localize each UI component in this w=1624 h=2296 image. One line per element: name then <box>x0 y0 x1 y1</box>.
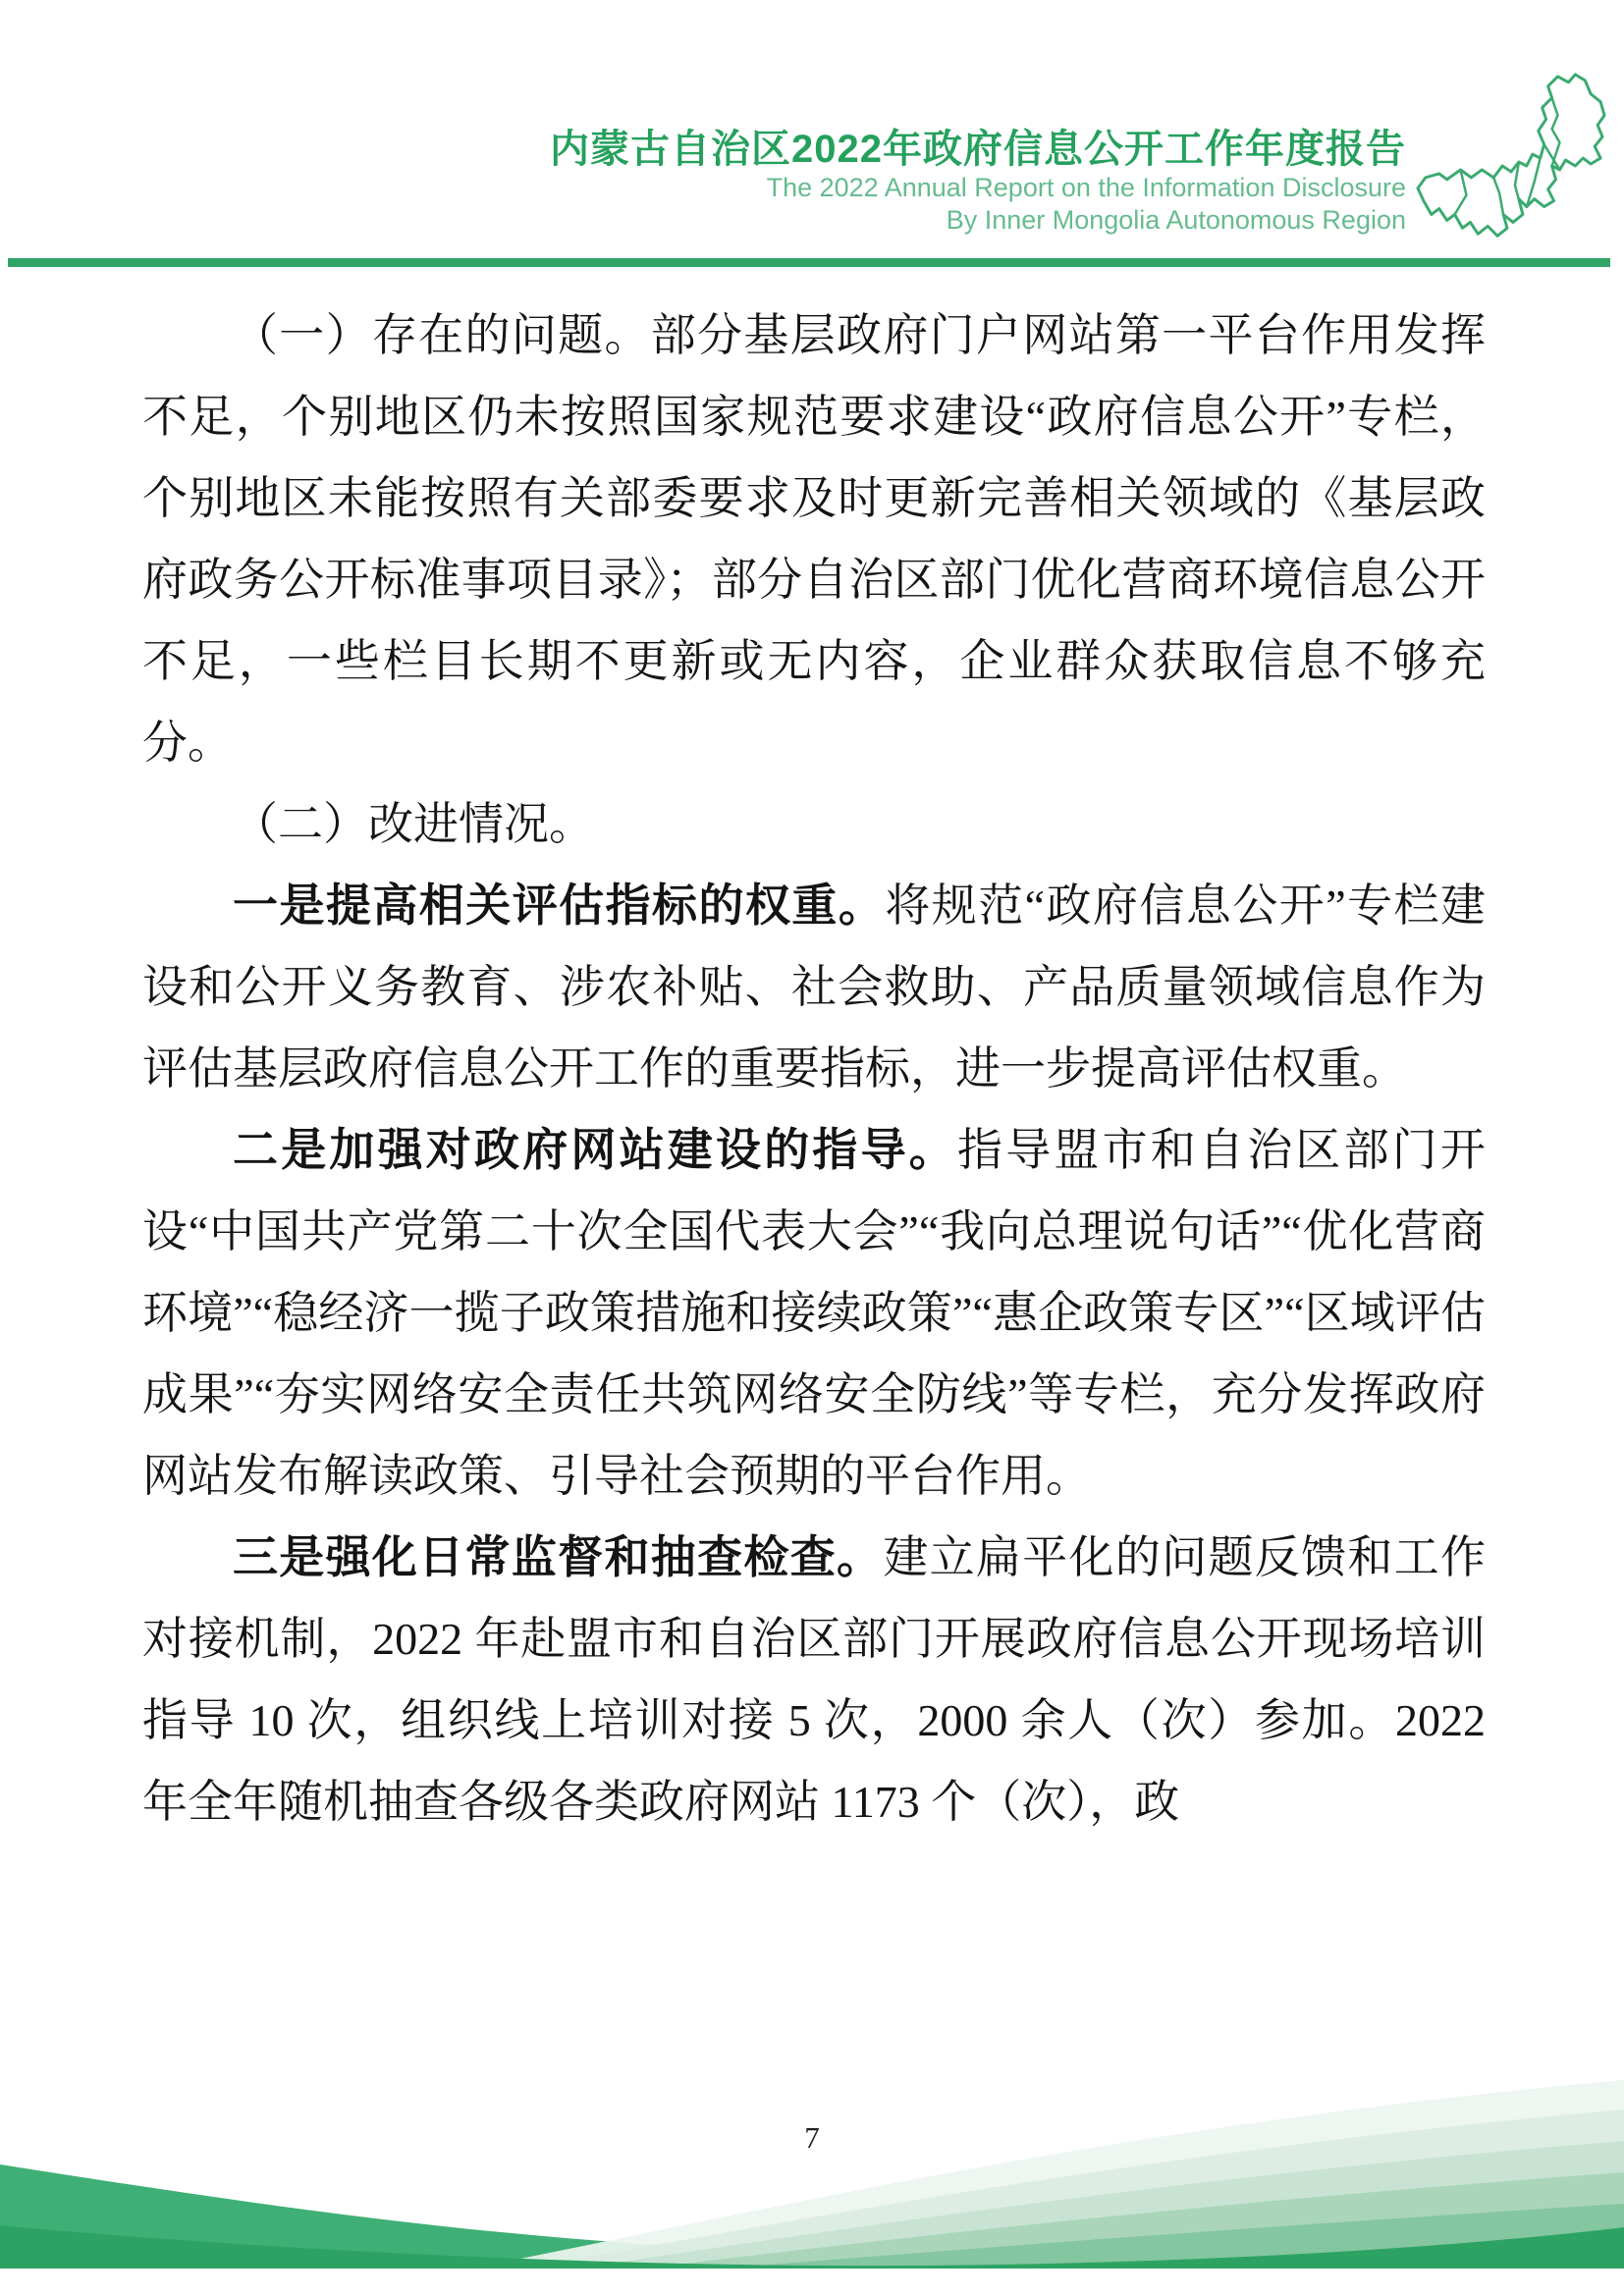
footer-wave-decoration <box>0 2060 1624 2296</box>
inner-mongolia-map-icon <box>1408 69 1616 263</box>
paragraph <box>142 865 1486 1109</box>
paragraph <box>142 1109 1486 1517</box>
paragraph-text: 部分基层政府门户网站第一平台作用发挥不足，个别地区仍未按照国家规范要求建设“政府信息公开”专栏，个别地区未能按照有关部委要求及时更新完善相关领域的《基层政府政务公开标准事项目录》；部分自治区部门优化营商环境信息公开不足，一些栏目长期不更新或无内容，企业群众获取信息不够充分。 <box>142 310 1487 768</box>
page-number: 7 <box>804 2120 820 2155</box>
paragraph-lead: 一是提高相关评估指标的权重。 <box>233 881 886 931</box>
paragraph-lead: （一）存在的问题。 <box>233 310 651 360</box>
paragraph-lead: （二）改进情况。 <box>233 799 594 849</box>
paragraph <box>142 783 1486 865</box>
paragraph-lead: 三是强化日常监督和抽查检查。 <box>233 1532 884 1582</box>
paragraph-text: 建立扁平化的问题反馈和工作对接机制，2022 年赴盟市和自治区部门开展政府信息公开现场培训指导 10 次，组织线上培训对接 5 次，2000 余人（次）参加。2022 年全年随机抽查各级各类政府网站 1173 个（次），政 <box>142 1532 1487 1827</box>
page-title: 内蒙古自治区2022年政府信息公开工作年度报告 <box>550 128 1406 171</box>
header <box>550 127 1406 237</box>
report-subtitle-line1: The 2022 Annual Report on the Information Disclosure <box>766 173 1406 202</box>
paragraph-lead: 二是加强对政府网站建设的指导。 <box>233 1125 957 1175</box>
paragraph-text: 将规范“政府信息公开”专栏建设和公开义务教育、涉农补贴、社会救助、产品质量领域信息作为评估基层政府信息公开工作的重要指标，进一步提高评估权重。 <box>142 881 1486 1094</box>
paragraph-text: 指导盟市和自治区部门开设“中国共产党第二十次全国代表大会”“我向总理说句话”“优化营商环境”“稳经济一揽子政策措施和接续政策”“惠企政策专区”“区域评估成果”“夯实网络安全责任共筑网络安全防线”等专栏，充分发挥政府网站发布解读政策、引导社会预期的平台作用。 <box>142 1125 1487 1501</box>
paragraph <box>142 294 1486 783</box>
report-subtitle-line2: By Inner Mongolia Autonomous Region <box>946 205 1406 235</box>
header-divider-rule <box>8 258 1610 267</box>
paragraph <box>142 1517 1486 1842</box>
document-body <box>142 294 1486 1842</box>
